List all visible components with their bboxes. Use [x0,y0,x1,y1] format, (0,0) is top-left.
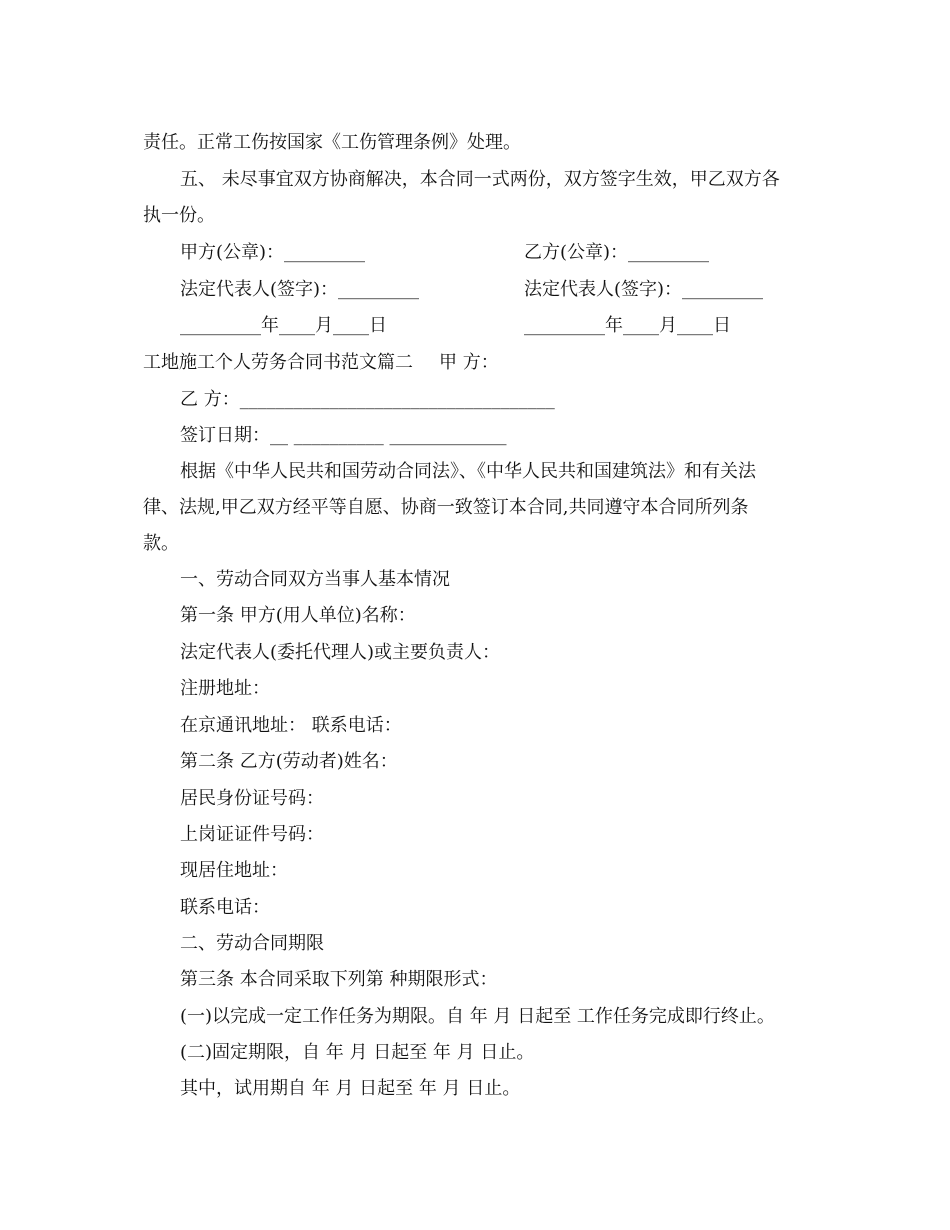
heading-contract-term: 二、劳动合同期限 [180,933,324,954]
date-a-field: _________年____月____日 [180,315,387,336]
preamble-line1: 根据《中华人民共和国劳动合同法》、《中华人民共和国建筑法》和有关法 [180,461,756,482]
term-option-two: (二)固定期限，自 年 月 日起至 年 月 日止。 [180,1042,535,1063]
legal-rep-b-field: 法定代表人(签字)：_________ [524,279,764,300]
clause-five-line2: 执一份。 [143,205,215,226]
legal-rep-a-field: 法定代表人(签字)：_________ [180,279,420,300]
party-b-seal-field: 乙方(公章)：_________ [524,242,710,263]
heading-basic-info: 一、劳动合同双方当事人基本情况 [180,569,450,590]
certificate-number: 上岗证证件号码： [180,824,324,845]
phone-number: 联系电话： [180,897,270,918]
article-two: 第二条 乙方(劳动者)姓名： [180,751,398,772]
preamble-line3: 款。 [143,533,179,554]
preamble-line2: 律、法规,甲乙双方经平等自愿、协商一致签订本合同,共同遵守本合同所列条 [143,497,749,518]
article-three: 第三条 本合同采取下列第 种期限形式： [180,969,498,990]
article-one: 第一条 甲方(用人单位)名称： [180,605,416,626]
current-address: 现居住地址： [180,860,288,881]
party-a-label: 甲 方： [439,352,499,373]
legal-rep-line: 法定代表人(委托代理人)或主要负责人： [180,642,501,663]
date-b-field: _________年____月____日 [524,315,731,336]
party-b-line: 乙 方：___________________________________ [180,389,555,410]
id-number: 居民身份证号码： [180,788,324,809]
beijing-address: 在京通讯地址： 联系电话： [180,715,402,736]
section-title: 工地施工个人劳务合同书范文篇二 [143,352,413,373]
term-option-one: (一)以完成一定工作任务为期限。自 年 月 日起至 工作任务完成即行终止。 [180,1006,775,1027]
sign-date-line: 签订日期：__ __________ _____________ [180,425,507,446]
party-a-seal-field: 甲方(公章)：_________ [180,242,366,263]
paragraph-liability: 责任。正常工伤按国家《工伤管理条例》处理。 [143,132,521,153]
probation-line: 其中，试用期自 年 月 日起至 年 月 日止。 [180,1078,521,1099]
clause-five-line1: 五、 未尽事宜双方协商解决，本合同一式两份，双方签字生效，甲乙双方各 [180,169,780,190]
section-title-line [143,351,499,375]
registered-address: 注册地址： [180,678,270,699]
